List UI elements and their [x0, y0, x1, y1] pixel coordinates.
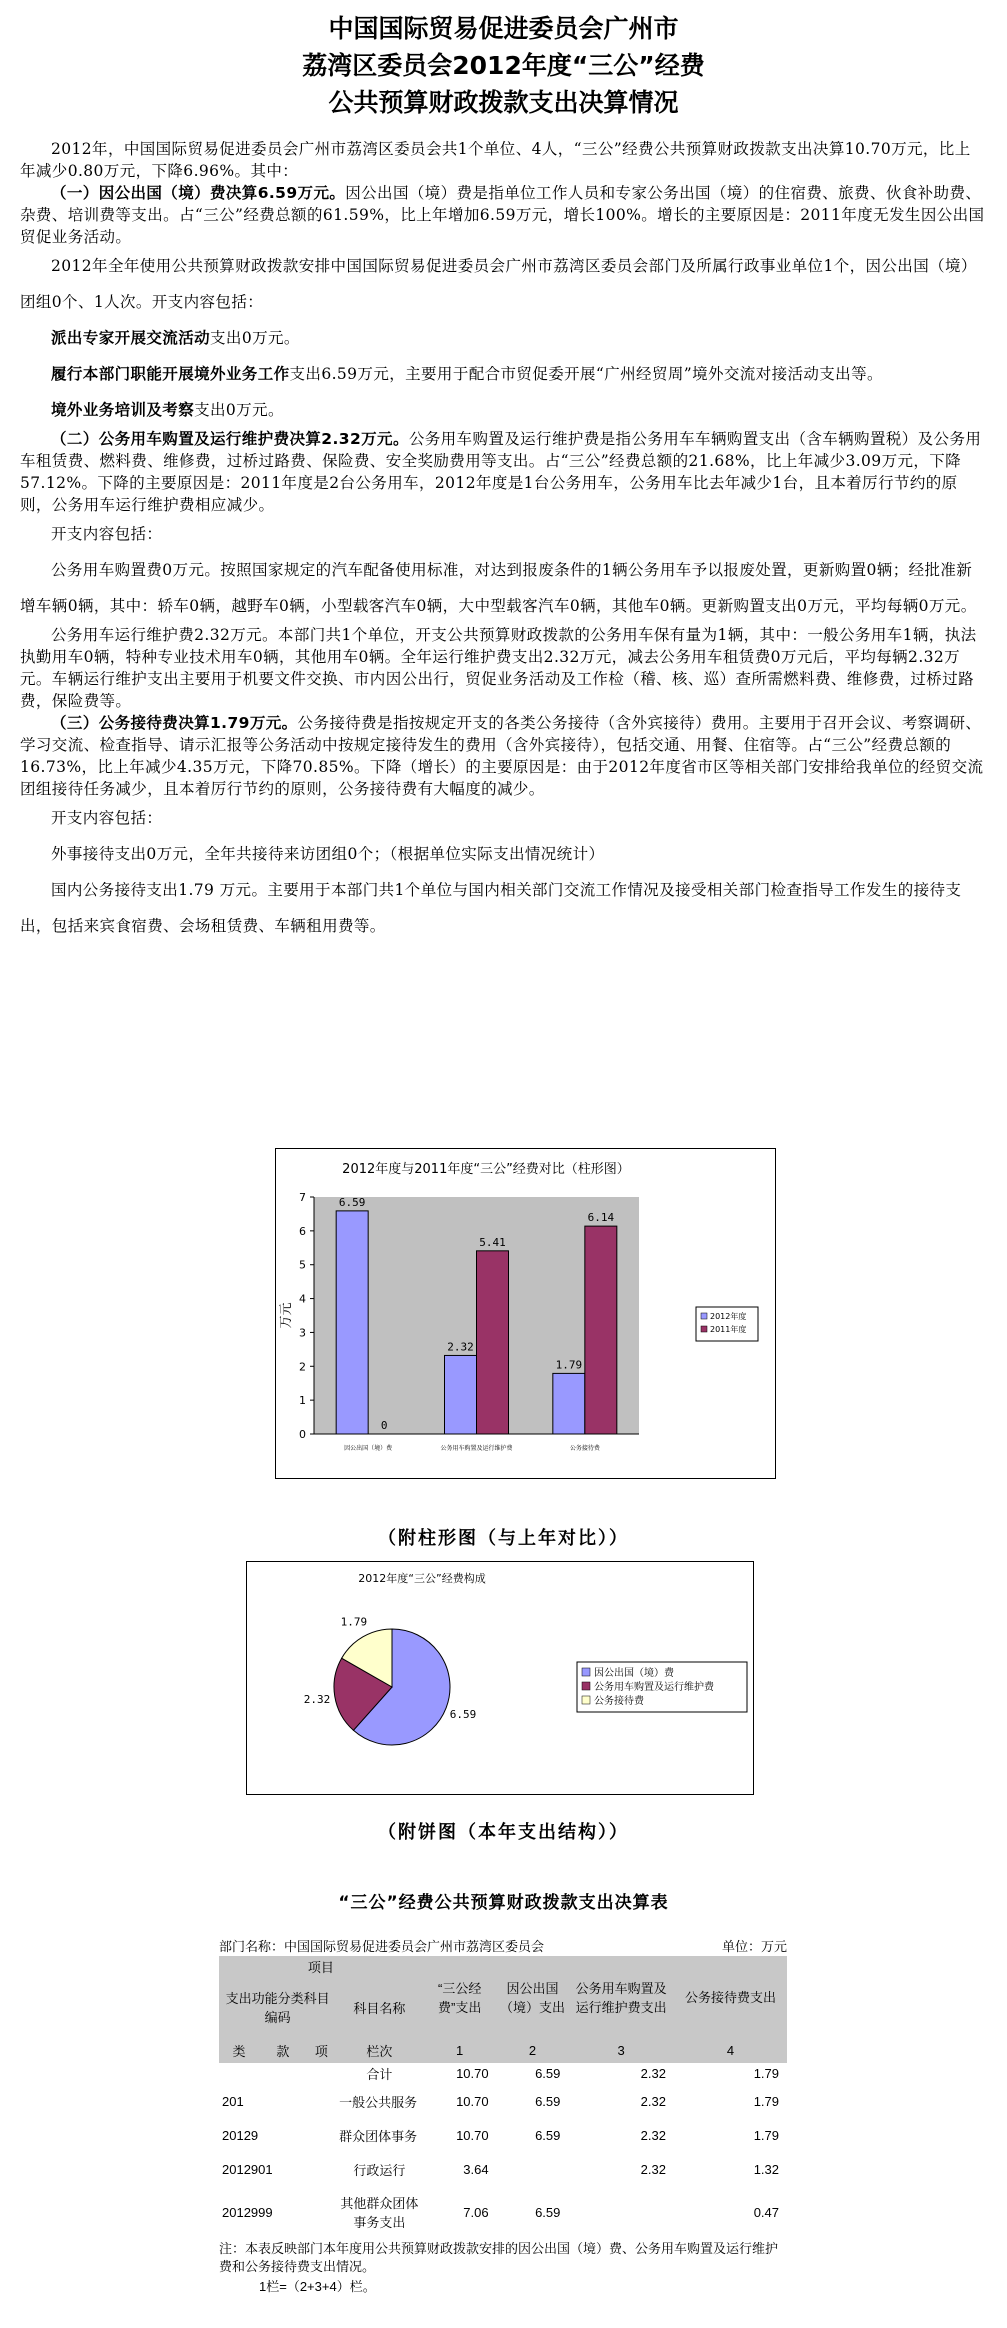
table-row — [219, 2152, 787, 2186]
section-2-paragraph — [20, 428, 985, 516]
table-row-total — [219, 2063, 787, 2084]
row-code: 2012999 — [222, 2204, 273, 2220]
pie-legend-swatch — [582, 1682, 590, 1690]
section-1-item-b-text: 支出6.59万元，主要用于配合市贸促委开展“广州经贸周”境外交流对接活动支出等。 — [289, 365, 883, 383]
total-label: 合计 — [366, 2067, 393, 2082]
row-v1: 7.06 — [463, 2204, 489, 2220]
title-line-1: 中国国际贸易促进委员会广州市 — [328, 14, 679, 43]
pie-legend-swatch — [582, 1668, 590, 1676]
row-v4: 1.32 — [753, 2161, 779, 2177]
row-subject: 行政运行 — [353, 2162, 406, 2178]
row-v2 — [497, 2152, 569, 2186]
pie-data-label: 2.32 — [303, 1693, 331, 1707]
section-1-heading: （一）因公出国（境）费决算6.59万元。 — [51, 184, 346, 202]
y-tick-label: 4 — [299, 1292, 306, 1306]
bar-data-label: 0 — [380, 1419, 388, 1432]
row-subject: 群众团体事务 — [339, 2128, 418, 2144]
section-2-maintenance: 公务用车运行维护费2.32万元。本部门共1个单位，开支公共预算财政拨款的公务用车保有量为1辆，其中：一般公务用车1辆，执法执勤用车0辆，特种专业技术用车0辆，其他用车0辆。全年运行维护费支出2.32万元，减去公务用车租赁费0万元后，平均每辆2.32万元。车辆运行维护支出主要用于机要文件交换、市内因公出行，贸促业务活动及工作检（稽、核、巡）查所需燃料费、维修费，过桥过路费，保险费等。 — [20, 626, 977, 710]
table-note: 注：本表反映部门本年度用公共预算财政拨款安排的因公出国（境）费、公务用车购置及运行维护费和公务接待费支出情况。 — [219, 2241, 779, 2274]
header-lei: 类 — [219, 2037, 259, 2063]
y-tick-label: 0 — [299, 1428, 306, 1441]
header-xiang: 项 — [307, 2037, 337, 2063]
header-col-1: “三公经费”支出 — [423, 1956, 497, 2037]
bar — [553, 1373, 585, 1434]
bar-data-label: 2.32 — [447, 1340, 474, 1354]
section-1-item-a-text: 支出0万元。 — [210, 329, 300, 347]
department-name: 部门名称：中国国际贸易促进委员会广州市荔湾区委员会 — [219, 1939, 545, 1954]
y-tick-label: 6 — [299, 1224, 306, 1238]
bar-chart-title: 2012年度与2011年度“三公”经费对比（柱形图） — [342, 1162, 630, 1177]
row-code: 20129 — [222, 2127, 259, 2143]
pie-chart-frame — [246, 1561, 754, 1795]
bar — [445, 1355, 477, 1434]
row-v4: 1.79 — [753, 2093, 779, 2109]
header-code: 支出功能分类科目编码 — [219, 1977, 336, 2037]
bar-legend-swatch — [701, 1313, 707, 1319]
header-num-4: 4 — [674, 2037, 787, 2063]
x-tick-label: 公务用车购置及运行维护费 — [440, 1445, 513, 1452]
y-tick-label: 2 — [299, 1360, 306, 1374]
section-3-foreign: 外事接待支出0万元，全年共接待来访团组0个；（根据单位实际支出情况统计） — [51, 845, 605, 863]
document-title — [0, 10, 1007, 121]
x-tick-label: 公务接待费 — [569, 1445, 600, 1452]
title-line-3: 公共预算财政拨款支出决算情况 — [328, 88, 679, 117]
section-2-heading: （二）公务用车购置及运行维护费决算2.32万元。 — [51, 430, 409, 448]
unit-label: 单位：万元 — [721, 1939, 787, 1954]
row-v2: 6.59 — [535, 2093, 561, 2109]
pie-legend-label: 公务用车购置及运行维护费 — [594, 1682, 714, 1693]
section-1-item-c-heading: 境外业务培训及考察 — [51, 401, 195, 419]
section-1-item-b — [20, 356, 985, 392]
y-tick-label: 7 — [299, 1191, 306, 1204]
pie-data-label: 1.79 — [340, 1615, 368, 1629]
section-2-purchase: 公务用车购置费0万元。按照国家规定的汽车配备使用标准，对达到报废条件的1辆公务用车予以报废处置，更新购置0辆；经批准新增车辆0辆，其中：轿车0辆，越野车0辆，小型载客汽车0辆，大中型载客汽车0辆，其他车0辆。更新购置支出0万元，平均每辆0万元。 — [20, 561, 977, 615]
row-v4: 0.47 — [753, 2204, 779, 2220]
row-code: 201 — [222, 2093, 244, 2109]
total-v1: 10.70 — [456, 2066, 489, 2081]
section-1-paragraph — [20, 182, 985, 248]
row-v1: 10.70 — [456, 2127, 489, 2143]
bar-data-label: 6.14 — [587, 1211, 615, 1225]
bar-legend-label: 2011年度 — [710, 1325, 747, 1334]
section-3-detail: 开支内容包括： — [51, 809, 163, 827]
header-num-1: 1 — [423, 2037, 497, 2063]
row-subject: 一般公共服务 — [339, 2094, 418, 2110]
section-2-detail: 开支内容包括： — [51, 525, 163, 543]
header-lanci: 栏次 — [336, 2037, 423, 2063]
header-subject: 科目名称 — [336, 1977, 423, 2037]
row-v2: 6.59 — [535, 2204, 561, 2220]
bar — [477, 1251, 509, 1434]
row-v4: 1.79 — [753, 2127, 779, 2143]
document-body — [20, 138, 985, 944]
pie-legend-label: 公务接待费 — [594, 1696, 644, 1707]
bar-data-label: 1.79 — [555, 1358, 583, 1372]
bar-chart-frame — [275, 1148, 776, 1479]
pie-chart-title: 2012年度“三公”经费构成 — [358, 1572, 486, 1585]
row-v1: 10.70 — [456, 2093, 489, 2109]
pie-data-label: 6.59 — [449, 1708, 477, 1722]
pie-legend-label: 因公出国（境）费 — [594, 1668, 674, 1679]
section-1-item-c — [20, 392, 985, 428]
intro-paragraph: 2012年，中国国际贸易促进委员会广州市荔湾区委员会共1个单位、4人，“三公”经费公共预算财政拨款支出决算10.70万元，比上年减少0.80万元，下降6.96%。其中： — [20, 140, 971, 180]
header-kuan: 款 — [259, 2037, 307, 2063]
row-subject: 其他群众团体事务支出 — [340, 2196, 419, 2230]
section-1-detail: 2012年全年使用公共预算财政拨款安排中国国际贸易促进委员会广州市荔湾区委员会部门及所属行政事业单位1个，因公出国（境）团组0个、1人次。开支内容包括： — [20, 257, 977, 311]
title-line-2: 荔湾区委员会2012年度“三公”经费 — [302, 51, 705, 80]
bar-data-label: 6.59 — [338, 1195, 366, 1209]
section-3-paragraph — [20, 712, 985, 800]
section-3-heading: （三）公务接待费决算1.79万元。 — [51, 714, 298, 732]
bar-data-label: 5.41 — [479, 1235, 506, 1249]
table-header-row-3 — [219, 2037, 787, 2063]
table-meta — [219, 1936, 787, 1956]
x-tick-label: 因公出国（境）费 — [344, 1445, 393, 1452]
bar — [336, 1211, 368, 1434]
bar-legend-label: 2012年度 — [710, 1312, 747, 1321]
bar-chart-caption: （附柱形图（与上年对比）） — [378, 1528, 629, 1549]
table-row — [219, 2118, 787, 2152]
header-item: 项目 — [219, 1956, 423, 1977]
pie-chart-caption: （附饼图（本年支出结构）） — [378, 1822, 629, 1843]
section-3-text: 公务接待费是指按规定开支的各类公务接待（含外宾接待）费用。主要用于召开会议、考察调研、学习交流、检查指导、请示汇报等公务活动中按规定接待发生的费用（含外宾接待），包括交通、用餐、住宿等。占“三公”经费总额的16.73%，比上年减少4.35万元，下降70.85%。下降（增长）的主要原因是：由于2012年度省市区等相关部门安排给我单位的经贸交流团组接待任务减少，且本着厉行节约的原则，公务接待费有大幅度的减少。 — [20, 714, 984, 798]
table-note-formula: 1栏=（2+3+4）栏。 — [259, 2279, 376, 2294]
bar-chart — [276, 1149, 775, 1478]
row-v3 — [568, 2186, 674, 2238]
section-3-domestic: 国内公务接待支出1.79 万元。主要用于本部门共1个单位与国内相关部门交流工作情况及接受相关部门检查指导工作发生的接待支出，包括来宾食宿费、会场租赁费、车辆租用费等。 — [20, 881, 962, 935]
total-v2: 6.59 — [535, 2066, 561, 2081]
pie-legend-swatch — [582, 1696, 590, 1704]
row-v3: 2.32 — [640, 2127, 666, 2143]
total-v4: 1.79 — [753, 2066, 779, 2081]
row-v2: 6.59 — [535, 2127, 561, 2143]
section-2-text: 公务用车购置及运行维护费是指公务用车车辆购置支出（含车辆购置税）及公务用车租赁费、燃料费、维修费，过桥过路费、保险费、安全奖励费用等支出。占“三公”经费总额的21.68%，比上年减少3.09万元，下降57.12%。下降的主要原因是：2011年度是2台公务用车，2012年度是1台公务用车，公务用车比去年减少1台，且本着厉行节约的原则，公务用车运行维护费相应减少。 — [20, 430, 982, 514]
header-col-3: 公务用车购置及运行维护费支出 — [568, 1956, 674, 2037]
bar — [585, 1226, 617, 1434]
header-num-2: 2 — [497, 2037, 569, 2063]
header-num-3: 3 — [568, 2037, 674, 2063]
total-v3: 2.32 — [640, 2066, 666, 2081]
section-1-item-b-heading: 履行本部门职能开展境外业务工作 — [51, 365, 290, 383]
row-code: 2012901 — [222, 2161, 273, 2177]
y-axis-label: 万元 — [279, 1302, 294, 1329]
row-v1: 3.64 — [463, 2161, 489, 2177]
header-col-4: 公务接待费支出 — [674, 1956, 787, 2037]
header-col-2: 因公出国（境）支出 — [497, 1956, 569, 2037]
total-empty — [219, 2063, 336, 2084]
table-row — [219, 2084, 787, 2118]
expense-table — [219, 1956, 787, 2238]
pie-chart — [247, 1562, 753, 1794]
section-1-item-c-text: 支出0万元。 — [194, 401, 284, 419]
table-row — [219, 2186, 787, 2238]
section-1-text: 因公出国（境）费是指单位工作人员和专家公务出国（境）的住宿费、旅费、伙食补助费、杂费、培训费等支出。占“三公”经费总额的61.59%，比上年增加6.59万元，增长100%。增长的主要原因是：2011年度无发生因公出国贸促业务活动。 — [20, 184, 985, 246]
table-title: “三公”经费公共预算财政拨款支出决算表 — [338, 1893, 669, 1913]
y-tick-label: 3 — [299, 1326, 306, 1340]
row-v3: 2.32 — [640, 2093, 666, 2109]
section-1-item-a-heading: 派出专家开展交流活动 — [51, 329, 211, 347]
bar-legend-swatch — [701, 1326, 707, 1332]
y-tick-label: 1 — [299, 1394, 306, 1408]
row-v3: 2.32 — [640, 2161, 666, 2177]
expense-table-wrap — [219, 1936, 787, 2296]
section-1-item-a — [20, 320, 985, 356]
y-tick-label: 5 — [299, 1258, 306, 1272]
table-header-row-1 — [219, 1956, 787, 1977]
